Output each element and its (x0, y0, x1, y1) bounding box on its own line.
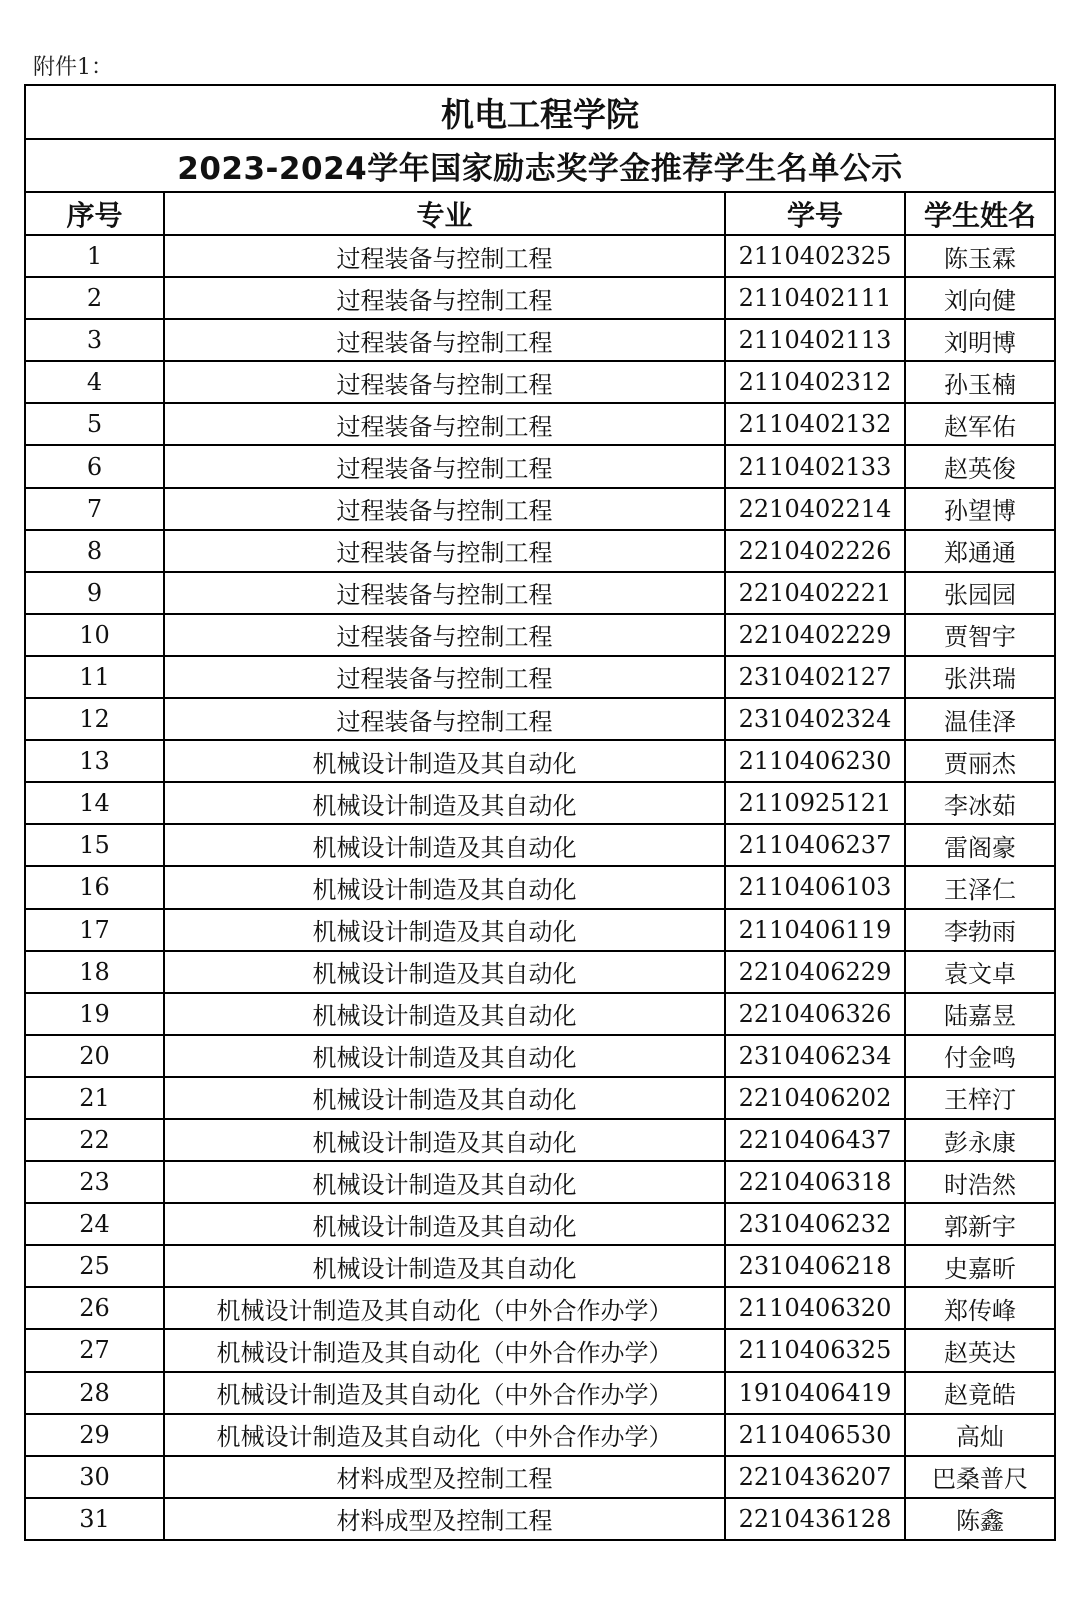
row-number: 24 (26, 1203, 164, 1245)
row-major: 机械设计制造及其自动化 (164, 1119, 725, 1161)
row-student-name: 刘明博 (905, 319, 1054, 361)
table-row (26, 656, 1054, 698)
table-row (26, 530, 1054, 572)
row-student-id: 2210406326 (725, 993, 905, 1035)
row-number: 2 (26, 277, 164, 319)
row-student-id: 2110402111 (725, 277, 905, 319)
row-student-name: 王梓汀 (905, 1077, 1054, 1119)
table-row (26, 1456, 1054, 1498)
table-row (26, 319, 1054, 361)
row-student-name: 李冰茹 (905, 782, 1054, 824)
table-row (26, 1161, 1054, 1203)
row-student-id: 2210406437 (725, 1119, 905, 1161)
row-major: 过程装备与控制工程 (164, 572, 725, 614)
table-row (26, 572, 1054, 614)
attachment-label: 附件1： (33, 55, 113, 80)
row-student-name: 袁文卓 (905, 951, 1054, 993)
column-header-name: 学生姓名 (905, 193, 1054, 235)
table-row (26, 824, 1054, 866)
table-row (26, 445, 1054, 487)
table-row (26, 1119, 1054, 1161)
table-row (26, 698, 1054, 740)
row-student-name: 贾智宇 (905, 614, 1054, 656)
table-header-row (26, 193, 1054, 235)
row-number: 15 (26, 824, 164, 866)
row-number: 5 (26, 403, 164, 445)
row-student-id: 2210402229 (725, 614, 905, 656)
table-row (26, 1077, 1054, 1119)
row-student-id: 2210406229 (725, 951, 905, 993)
row-number: 13 (26, 740, 164, 782)
table-row (26, 1203, 1054, 1245)
row-number: 19 (26, 993, 164, 1035)
row-student-name: 陈鑫 (956, 1507, 1004, 1536)
table-row (26, 740, 1054, 782)
row-student-name: 巴桑普尺 (905, 1456, 1054, 1498)
row-student-id: 2310406218 (725, 1245, 905, 1287)
table-row (26, 1498, 1054, 1539)
row-student-name: 雷阁豪 (905, 824, 1054, 866)
row-major: 过程装备与控制工程 (164, 698, 725, 740)
row-number: 27 (26, 1329, 164, 1371)
row-major: 机械设计制造及其自动化 (164, 1161, 725, 1203)
row-student-name: 郑通通 (905, 530, 1054, 572)
table-row (26, 1287, 1054, 1329)
row-major: 过程装备与控制工程 (164, 403, 725, 445)
row-major: 过程装备与控制工程 (164, 235, 725, 277)
row-student-name: 孙玉楠 (905, 361, 1054, 403)
table-row (26, 1372, 1054, 1414)
document-subtitle: 2023-2024学年国家励志奖学金推荐学生名单公示 (26, 140, 1054, 193)
table-row (26, 403, 1054, 445)
row-student-id: 2210406202 (725, 1077, 905, 1119)
table-body (26, 235, 1054, 1539)
row-student-id: 1910406419 (725, 1372, 905, 1414)
row-number: 12 (26, 698, 164, 740)
row-student-id: 2110406230 (725, 740, 905, 782)
row-student-id: 2210402221 (725, 572, 905, 614)
row-student-id: 2110406119 (725, 909, 905, 951)
table-row (26, 782, 1054, 824)
column-header-major: 专业 (164, 193, 725, 235)
row-number: 6 (26, 445, 164, 487)
row-student-id: 2110402325 (725, 235, 905, 277)
row-number: 18 (26, 951, 164, 993)
row-major: 机械设计制造及其自动化（中外合作办学） (164, 1287, 725, 1329)
row-student-name: 高灿 (905, 1414, 1054, 1456)
row-major: 机械设计制造及其自动化 (164, 824, 725, 866)
row-student-name: 史嘉昕 (905, 1245, 1054, 1287)
row-major: 过程装备与控制工程 (164, 319, 725, 361)
row-major: 过程装备与控制工程 (164, 361, 725, 403)
row-number: 16 (26, 866, 164, 908)
row-major: 过程装备与控制工程 (164, 277, 725, 319)
row-major: 过程装备与控制工程 (164, 656, 725, 698)
row-major: 机械设计制造及其自动化 (164, 866, 725, 908)
table-row (26, 235, 1054, 277)
row-student-id: 2110406237 (725, 824, 905, 866)
table-row (26, 614, 1054, 656)
row-number: 8 (26, 530, 164, 572)
row-major: 机械设计制造及其自动化（中外合作办学） (164, 1329, 725, 1371)
row-major: 机械设计制造及其自动化 (164, 951, 725, 993)
row-number: 1 (26, 235, 164, 277)
table-row (26, 1035, 1054, 1077)
row-major: 材料成型及控制工程 (164, 1498, 725, 1539)
row-number: 26 (26, 1287, 164, 1329)
row-student-id: 2310406232 (725, 1203, 905, 1245)
row-student-name: 王泽仁 (905, 866, 1054, 908)
table-row (26, 361, 1054, 403)
row-student-id: 2210402226 (725, 530, 905, 572)
row-number: 31 (26, 1498, 164, 1539)
row-student-name: 付金鸣 (905, 1035, 1054, 1077)
table-row (26, 1245, 1054, 1287)
row-major: 过程装备与控制工程 (164, 445, 725, 487)
document-title: 机电工程学院 (26, 86, 1054, 140)
row-major: 过程装备与控制工程 (164, 530, 725, 572)
row-number: 23 (26, 1161, 164, 1203)
row-major: 机械设计制造及其自动化 (164, 1245, 725, 1287)
row-number: 22 (26, 1119, 164, 1161)
row-student-id: 2310406234 (725, 1035, 905, 1077)
row-student-id: 2310402324 (725, 698, 905, 740)
row-student-id: 2210406318 (725, 1161, 905, 1203)
row-major: 机械设计制造及其自动化 (164, 1203, 725, 1245)
row-student-id: 2210402214 (725, 488, 905, 530)
row-major: 机械设计制造及其自动化 (164, 740, 725, 782)
row-number: 11 (26, 656, 164, 698)
row-student-id: 2110402133 (725, 445, 905, 487)
table-row (26, 951, 1054, 993)
column-header-no: 序号 (26, 193, 164, 235)
row-number: 14 (26, 782, 164, 824)
row-student-name: 赵竟皓 (905, 1372, 1054, 1414)
table-row (26, 866, 1054, 908)
row-number: 10 (26, 614, 164, 656)
row-student-name: 贾丽杰 (905, 740, 1054, 782)
row-student-name: 赵英俊 (905, 445, 1054, 487)
row-number: 28 (26, 1372, 164, 1414)
table-row (26, 277, 1054, 319)
row-student-id: 2110925121 (725, 782, 905, 824)
row-student-id: 2310402127 (725, 656, 905, 698)
row-number: 9 (26, 572, 164, 614)
row-student-id: 2210436207 (725, 1456, 905, 1498)
row-major: 机械设计制造及其自动化 (164, 909, 725, 951)
row-student-id: 2110406325 (725, 1329, 905, 1371)
table-row (26, 993, 1054, 1035)
row-student-name: 陆嘉昱 (905, 993, 1054, 1035)
table-row (26, 488, 1054, 530)
row-number: 17 (26, 909, 164, 951)
row-student-id: 2110402132 (725, 403, 905, 445)
row-student-id: 2110402312 (725, 361, 905, 403)
row-major: 机械设计制造及其自动化 (164, 993, 725, 1035)
row-student-name: 李勃雨 (905, 909, 1054, 951)
row-student-id: 2110406320 (725, 1287, 905, 1329)
row-student-id: 2110406103 (725, 866, 905, 908)
row-major: 材料成型及控制工程 (164, 1456, 725, 1498)
row-student-name: 赵英达 (905, 1329, 1054, 1371)
row-student-id: 2110402113 (725, 319, 905, 361)
row-number: 3 (26, 319, 164, 361)
row-student-name: 陈玉霖 (905, 235, 1054, 277)
row-number: 7 (26, 488, 164, 530)
row-student-name: 刘向健 (905, 277, 1054, 319)
table-row (26, 909, 1054, 951)
table-row (26, 1414, 1054, 1456)
roster-sheet (24, 84, 1056, 1541)
row-number: 21 (26, 1077, 164, 1119)
row-student-id: 2110406530 (725, 1414, 905, 1456)
row-major: 机械设计制造及其自动化（中外合作办学） (164, 1372, 725, 1414)
row-student-name: 时浩然 (905, 1161, 1054, 1203)
row-student-name: 郑传峰 (905, 1287, 1054, 1329)
row-number: 30 (26, 1456, 164, 1498)
row-student-name: 孙望博 (905, 488, 1054, 530)
row-major: 机械设计制造及其自动化 (164, 1035, 725, 1077)
row-student-name: 彭永康 (905, 1119, 1054, 1161)
row-major: 机械设计制造及其自动化 (164, 782, 725, 824)
row-student-name: 赵军佑 (905, 403, 1054, 445)
row-number: 25 (26, 1245, 164, 1287)
row-major: 过程装备与控制工程 (164, 614, 725, 656)
row-number: 20 (26, 1035, 164, 1077)
row-number: 29 (26, 1414, 164, 1456)
student-roster-table (26, 193, 1054, 1539)
row-major: 机械设计制造及其自动化（中外合作办学） (164, 1414, 725, 1456)
table-row (26, 1329, 1054, 1371)
row-student-name: 张洪瑞 (905, 656, 1054, 698)
row-major: 过程装备与控制工程 (164, 488, 725, 530)
row-number: 4 (26, 361, 164, 403)
row-student-name: 郭新宇 (905, 1203, 1054, 1245)
row-student-id: 2210436128 (725, 1498, 905, 1539)
column-header-student-id: 学号 (725, 193, 905, 235)
row-student-name: 温佳泽 (905, 698, 1054, 740)
row-major: 机械设计制造及其自动化 (164, 1077, 725, 1119)
row-student-name: 张园园 (905, 572, 1054, 614)
